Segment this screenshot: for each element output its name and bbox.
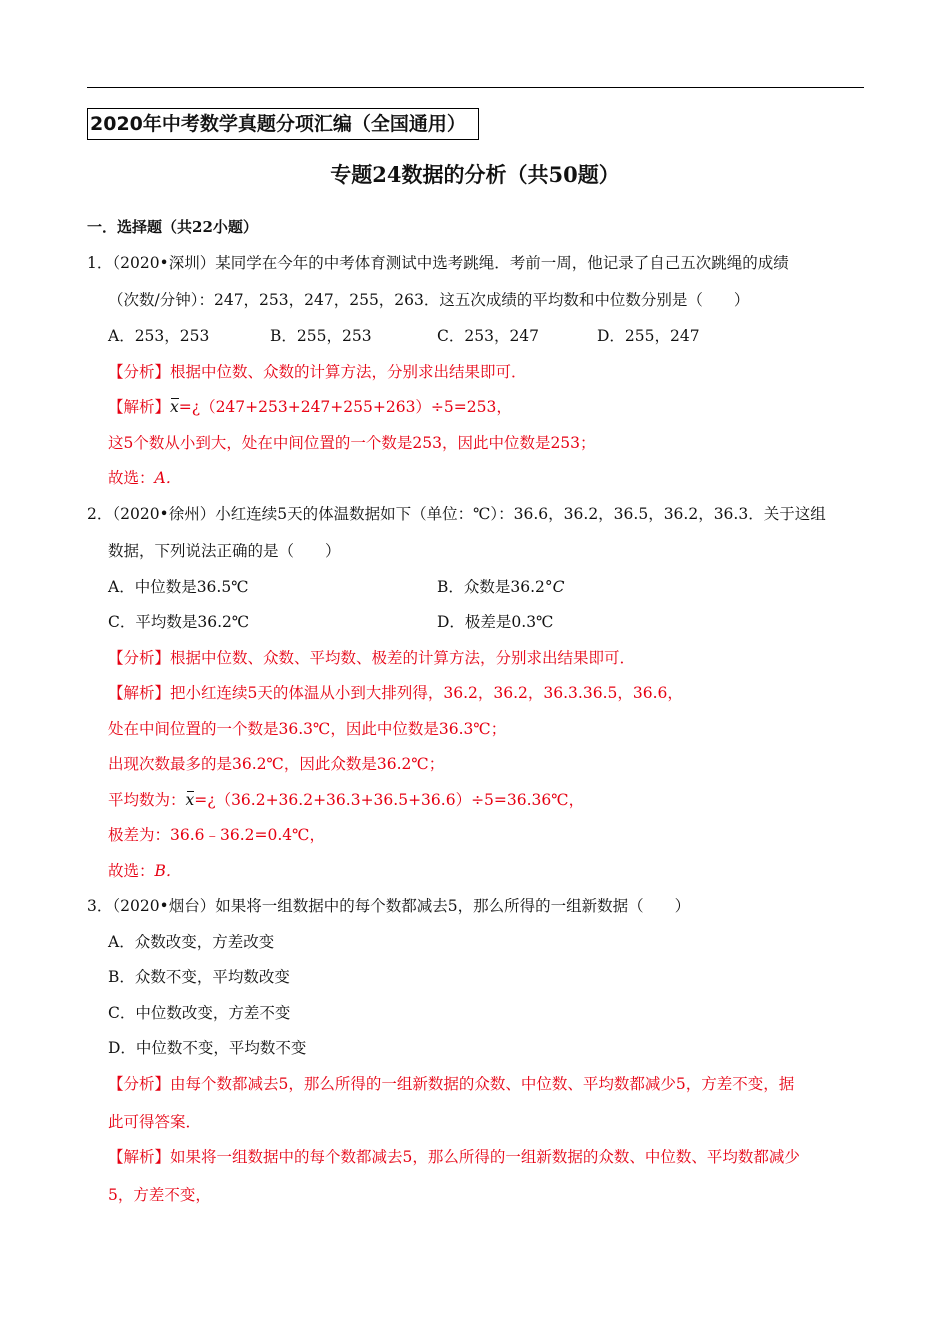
q3-stem-line1: 3．（2020•烟台）如果将一组数据中的每个数都减去5，那么所得的一组新数据（ ） [87,897,691,915]
q3-analysis-text1: 由每个数都减去5，那么所得的一组新数据的众数、中位数、平均数都减少5，方差不变，据 [170,1075,795,1093]
q2-solution-text4: =¿（36.2+36.2+36.3+36.5+36.6）÷5=36.36℃， [194,791,585,809]
q1-option-b: B．255，253 [270,327,372,345]
q2-analysis [108,647,635,669]
q3-solution-line1 [108,1146,800,1168]
q1-analysis-tag: 【分析】 [108,363,171,381]
q2-stem-line1: 2．（2020•徐州）小红连续5天的体温数据如下（单位：℃）：36.6，36.2，36.5，36.2，36.3．关于这组 [87,505,826,523]
q3-solution-line2: 5，方差不变， [108,1186,211,1204]
q3-solution-text1: 如果将一组数据中的每个数都减去5，那么所得的一组新数据的众数、中位数、平均数都减少 [170,1148,800,1166]
q1-stem-line1: 1．（2020•深圳）某同学在今年的中考体育测试中选考跳绳．考前一周，他记录了自己五次跳绳的成绩 [87,254,789,272]
q2-mean-prefix: 平均数为： [108,791,186,809]
q1-answer-prefix: 故选： [108,469,155,487]
mean-symbol: x [185,791,195,809]
q3-solution-tag: 【解析】 [108,1148,171,1166]
q2-stem-line2: 数据，下列说法正确的是（ ） [108,542,341,560]
q2-answer-prefix: 故选： [108,862,155,880]
q2-option-a: A．中位数是36.5℃ [108,578,249,596]
q2-option-b-unit: C [552,578,565,596]
q1-answer [108,467,181,489]
mean-symbol: x [170,398,179,416]
q1-analysis [108,361,527,383]
q1-solution-line1 [108,396,512,418]
q3-analysis-tag: 【分析】 [108,1075,171,1093]
q1-solution-text1: =¿（247+253+247+255+263）÷5=253， [178,398,512,416]
q2-solution-text1: 把小红连续5天的体温从小到大排列得，36.2，36.2，36.3.36.5，36.6， [170,684,683,702]
q2-solution-line2: 处在中间位置的一个数是36.3℃，因此中位数是36.3℃； [108,720,507,738]
q2-analysis-tag: 【分析】 [108,649,171,667]
q1-option-c: C．253，247 [437,327,540,345]
q1-answer-letter: A． [154,469,182,487]
q1-solution-line2: 这5个数从小到大，处在中间位置的一个数是253，因此中位数是253； [108,434,596,452]
q3-option-a: A．众数改变，方差改变 [108,933,275,951]
q3-option-c: C．中位数改变，方差不变 [108,1004,291,1022]
q2-solution-line4 [108,789,584,811]
section-heading: 一．选择题（共22小题） [87,218,258,236]
q2-answer [108,860,181,882]
q1-analysis-text: 根据中位数、众数的计算方法，分别求出结果即可． [170,363,527,381]
q2-analysis-text: 根据中位数、众数、平均数、极差的计算方法，分别求出结果即可． [170,649,636,667]
q2-solution-line1 [108,682,683,704]
q2-option-b-text: B．众数是36.2° [437,578,553,596]
q1-stem-line2: （次数/分钟）：247，253，247，255，263．这五次成绩的平均数和中位数分别是（ ） [108,291,750,309]
series-title-box: 2020年中考数学真题分项汇编（全国通用） [87,108,479,140]
q2-solution-line5: 极差为：36.6﹣36.2=0.4℃， [108,826,326,844]
q2-option-d: D．极差是0.3℃ [437,613,554,631]
q3-option-b: B．众数不变，平均数改变 [108,968,290,986]
q1-solution-tag: 【解析】 [108,398,171,416]
q3-analysis-line2: 此可得答案． [108,1113,202,1131]
q2-answer-letter: B． [154,862,182,880]
page-title: 专题24数据的分析（共50题） [330,162,620,187]
q3-option-d: D．中位数不变，平均数不变 [108,1039,307,1057]
q1-option-a: A．253，253 [108,327,210,345]
q1-option-d: D．255，247 [597,327,700,345]
q2-option-c: C．平均数是36.2℃ [108,613,250,631]
q2-solution-tag: 【解析】 [108,684,171,702]
q2-option-b [437,576,565,598]
q3-analysis-line1 [108,1073,794,1095]
q2-solution-line3: 出现次数最多的是36.2℃，因此众数是36.2℃； [108,755,445,773]
top-rule [87,87,864,88]
